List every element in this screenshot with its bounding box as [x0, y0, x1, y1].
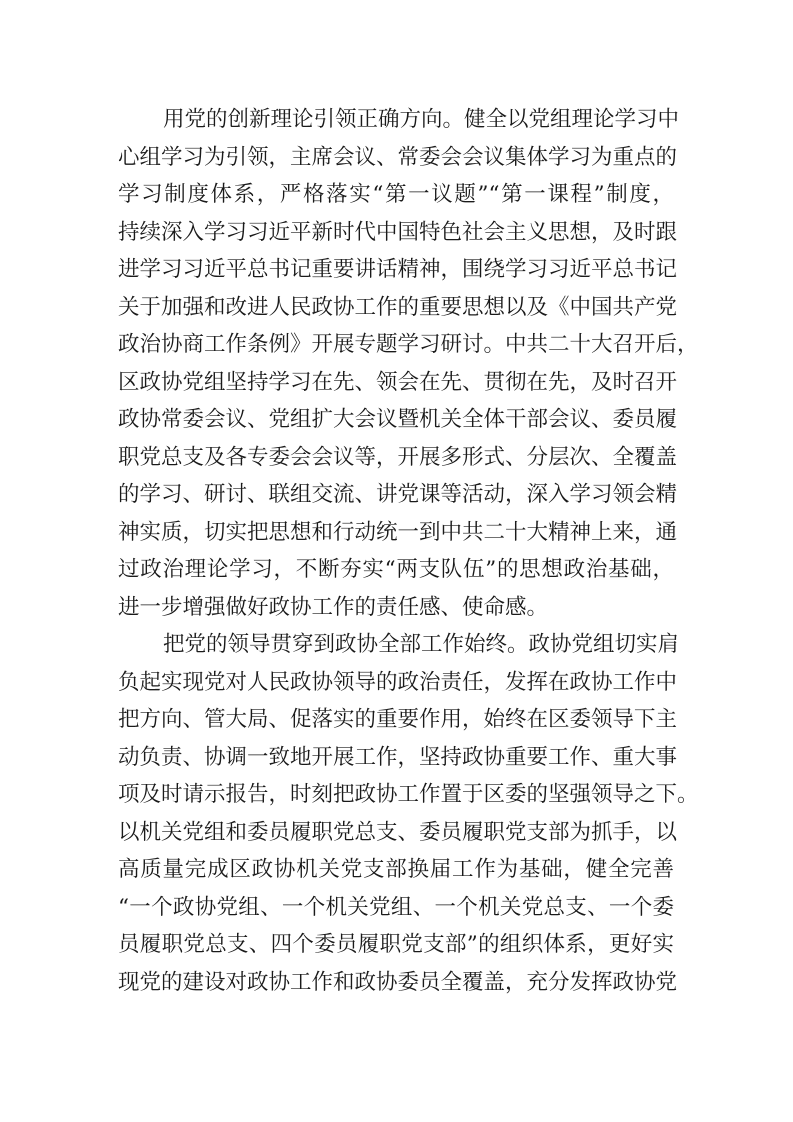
text-line: 政治协商工作条例》开展专题学习研讨。中共二十大召开后，	[118, 332, 699, 357]
text-line: 动负责、协调一致地开展工作，坚持政协重要工作、重大事	[118, 744, 678, 770]
text-line: 项及时请示报告，时刻把政协工作置于区委的坚强领导之下。	[118, 782, 699, 807]
text-line: 学习制度体系，严格落实“第一议题”“第一课程”制度，	[118, 182, 674, 207]
text-line: 现党的建设对政协工作和政协委员全覆盖，充分发挥政协党	[118, 969, 678, 995]
text-line: “一个政协党组、一个机关党组、一个机关党总支、一个委	[118, 894, 674, 920]
text-line: 进一步增强做好政协工作的责任感、使命感。	[118, 594, 549, 620]
text-line: 过政治理论学习，不断夯实“两支队伍”的思想政治基础，	[118, 557, 674, 582]
text-line: 关于加强和改进人民政协工作的重要思想以及《中国共产党	[118, 294, 678, 320]
text-line: 把党的领导贯穿到政协全部工作始终。政协党组切实肩	[163, 632, 680, 657]
text-line: 用党的创新理论引领正确方向。健全以党组理论学习中	[163, 107, 680, 132]
text-line: 心组学习为引领，主席会议、常委会会议集体学习为重点的	[118, 144, 678, 170]
text-line: 神实质，切实把思想和行动统一到中共二十大精神上来，通	[118, 519, 678, 545]
text-line: 负起实现党对人民政协领导的政治责任，发挥在政协工作中	[118, 669, 678, 695]
text-line: 高质量完成区政协机关党支部换届工作为基础，健全完善	[118, 857, 674, 882]
document-page	[118, 101, 699, 1001]
text-line: 职党总支及各专委会会议等，开展多形式、分层次、全覆盖	[118, 444, 678, 470]
text-line: 的学习、研讨、联组交流、讲党课等活动，深入学习领会精	[118, 482, 678, 507]
paragraph-2	[118, 626, 699, 1001]
text-line: 区政协党组坚持学习在先、领会在先、贯彻在先，及时召开	[118, 369, 678, 395]
text-line: 把方向、管大局、促落实的重要作用，始终在区委领导下主	[118, 707, 678, 732]
text-line: 进学习习近平总书记重要讲话精神，围绕学习习近平总书记	[118, 257, 678, 282]
text-line: 以机关党组和委员履职党总支、委员履职党支部为抓手，以	[118, 819, 678, 845]
text-line: 员履职党总支、四个委员履职党支部”的组织体系，更好实	[118, 932, 674, 957]
text-line: 政协常委会议、党组扩大会议暨机关全体干部会议、委员履	[118, 407, 678, 432]
text-line: 持续深入学习习近平新时代中国特色社会主义思想，及时跟	[118, 219, 678, 245]
paragraph-1	[118, 101, 699, 626]
